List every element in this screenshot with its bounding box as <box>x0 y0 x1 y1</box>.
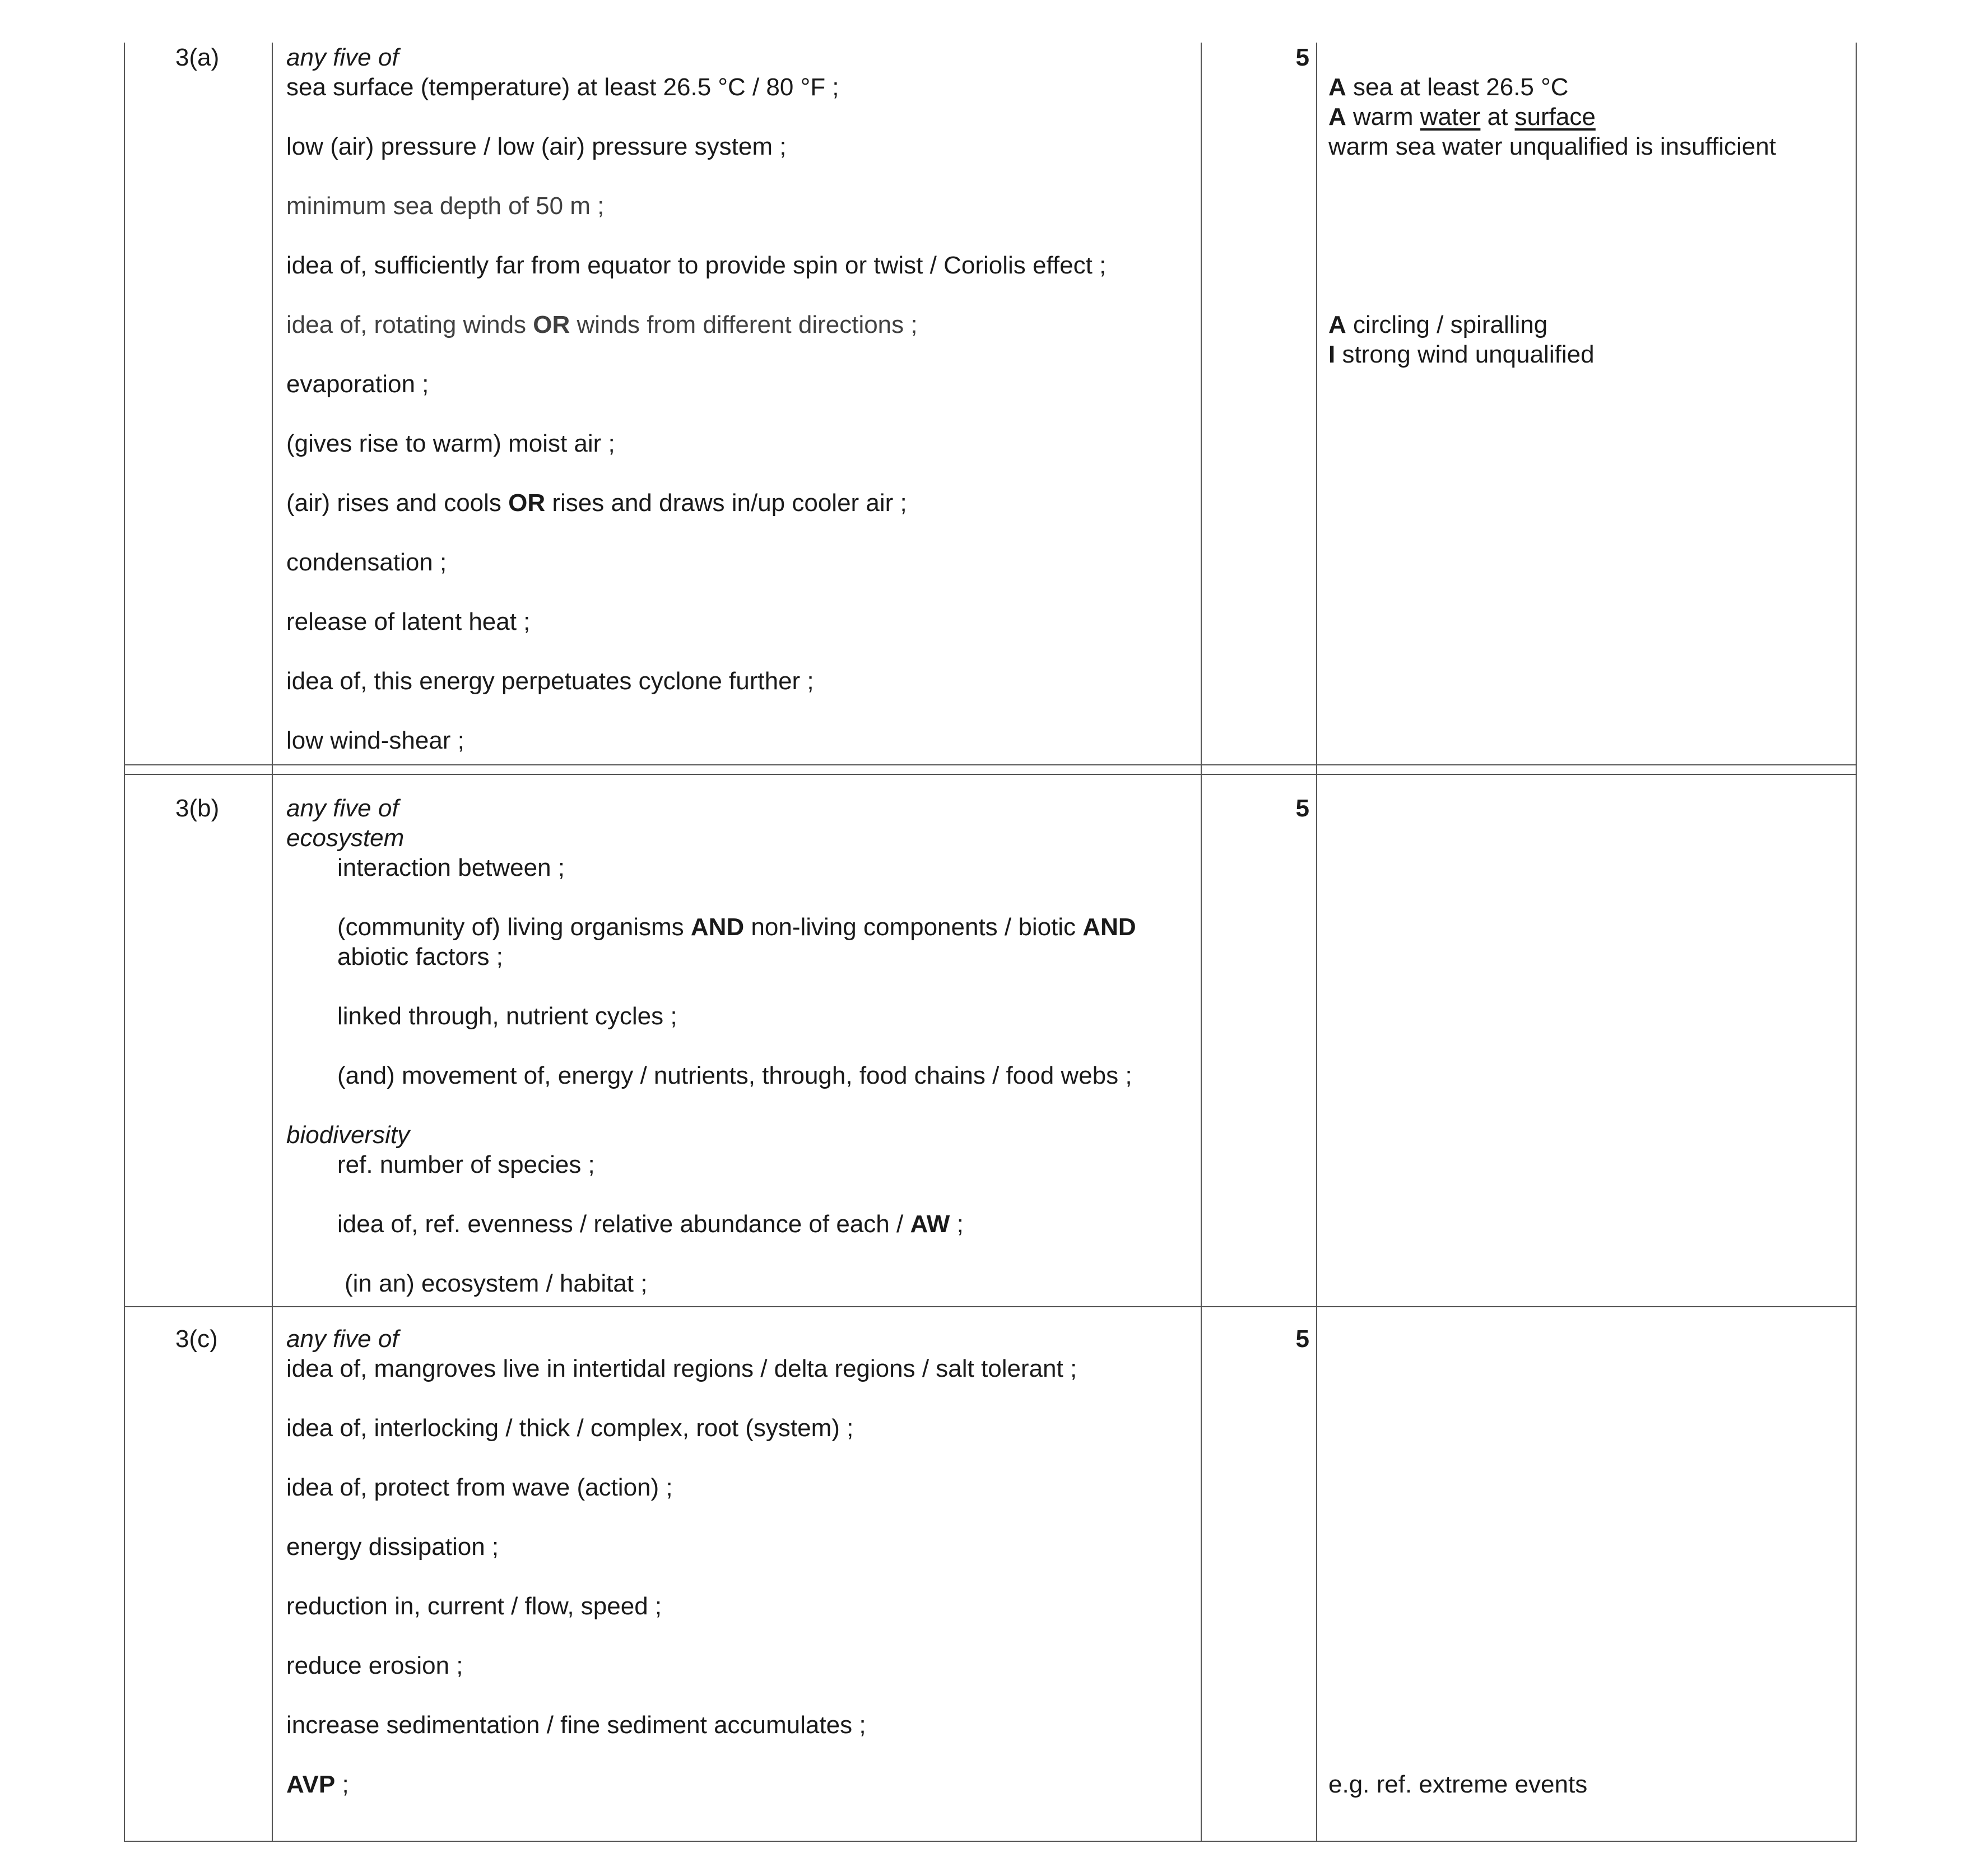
answer-lead <box>286 793 399 823</box>
answer-line: linked through, nutrient cycles ; <box>337 1002 677 1030</box>
answer-line: idea of, this energy perpetuates cyclone further ; <box>286 667 814 695</box>
column-divider-marks <box>1316 43 1317 1842</box>
answer-line: (and) movement of, energy / nutrients, through, food chains / food webs ; <box>337 1062 1132 1089</box>
guidance-code: A <box>1328 103 1346 131</box>
answer-keyword: AND <box>690 913 745 941</box>
answer-line: low (air) pressure / low (air) pressure system ; <box>286 133 787 160</box>
answer-keyword: OR <box>533 311 570 338</box>
answer-line: idea of, sufficiently far from equator to provide spin or twist / Coriolis effect ; <box>286 252 1107 279</box>
column-divider-answer <box>1201 43 1202 1842</box>
guidance-code: I <box>1328 341 1336 368</box>
answer-text: idea of, ref. evenness / relative abundance of each / <box>337 1210 910 1238</box>
guidance-text: circling / spiralling <box>1346 311 1548 338</box>
table-border-bottom <box>124 1841 1857 1842</box>
answer-text: rises and draws in/up cooler air ; <box>545 489 907 517</box>
answer-line: low wind-shear ; <box>286 727 464 754</box>
answer-line <box>286 1770 349 1799</box>
guidance-line: e.g. ref. extreme events <box>1328 1771 1588 1798</box>
subheading-ecosystem <box>286 823 404 853</box>
guidance-line <box>1328 310 1547 340</box>
marks-cell <box>1201 43 1309 72</box>
subheading-text: biodiversity <box>286 1121 410 1149</box>
marks-cell <box>1201 793 1309 823</box>
guidance-text: at <box>1480 103 1515 131</box>
answer-line: idea of, mangroves live in intertidal regions / delta regions / salt tolerant ; <box>286 1355 1077 1382</box>
guidance-underlined: water <box>1420 103 1481 131</box>
table-border-right <box>1856 43 1857 1842</box>
answer-text: idea of, rotating winds <box>286 311 533 338</box>
answer-line: sea surface (temperature) at least 26.5 °C / 80 °F ; <box>286 73 839 101</box>
marks-value: 5 <box>1295 1325 1309 1353</box>
guidance-text: warm <box>1346 103 1420 131</box>
answer-line: idea of, protect from wave (action) ; <box>286 1474 673 1501</box>
answer-line <box>286 310 918 340</box>
guidance-text: sea at least 26.5 °C <box>1346 73 1569 101</box>
answer-line: reduce erosion ; <box>286 1652 463 1679</box>
answer-lead <box>286 43 399 72</box>
guidance-line <box>1328 102 1596 132</box>
row-divider-a-top <box>124 764 1857 765</box>
answer-lead-text: any five of <box>286 1325 399 1353</box>
answer-lead <box>286 1324 399 1354</box>
guidance-text: strong wind unqualified <box>1335 341 1595 368</box>
marks-cell <box>1201 1324 1309 1354</box>
answer-keyword: AVP <box>286 1771 336 1798</box>
answer-line: condensation ; <box>286 549 447 576</box>
answer-line: (in an) ecosystem / habitat ; <box>345 1270 648 1297</box>
mark-scheme-table <box>124 43 1857 1842</box>
answer-lead-text: any five of <box>286 795 399 822</box>
answer-keyword: AND <box>1082 913 1136 941</box>
answer-text: non-living components / biotic <box>744 913 1083 941</box>
guidance-line: warm sea water unqualified is insufficient <box>1328 133 1776 160</box>
answer-line: reduction in, current / flow, speed ; <box>286 1592 662 1620</box>
marks-value: 5 <box>1295 44 1309 71</box>
answer-text: ; <box>335 1771 349 1798</box>
answer-line: release of latent heat ; <box>286 608 531 635</box>
answer-line: idea of, interlocking / thick / complex, root (system) ; <box>286 1414 854 1442</box>
answer-text: ; <box>950 1210 964 1238</box>
answer-text: (air) rises and cools <box>286 489 509 517</box>
subheading-text: ecosystem <box>286 824 405 852</box>
guidance-code: A <box>1328 73 1346 101</box>
answer-line: interaction between ; <box>337 854 565 881</box>
marks-value: 5 <box>1295 795 1309 822</box>
answer-keyword: AW <box>910 1210 950 1238</box>
answer-keyword: OR <box>508 489 546 517</box>
answer-line: (gives rise to warm) moist air ; <box>286 430 615 457</box>
row-divider-a-bottom <box>124 774 1857 775</box>
column-divider-question <box>272 43 273 1842</box>
answer-line <box>286 488 907 518</box>
answer-line <box>337 1209 964 1239</box>
row-divider-b <box>124 1306 1857 1307</box>
answer-line: abiotic factors ; <box>337 943 503 970</box>
question-number-text: 3(c) <box>175 1325 218 1353</box>
answer-lead-text: any five of <box>286 44 399 71</box>
answer-text: winds from different directions ; <box>570 311 918 338</box>
table-border-left <box>124 43 125 1842</box>
answer-line: energy dissipation ; <box>286 1533 499 1561</box>
answer-line: evaporation ; <box>286 370 429 398</box>
guidance-line <box>1328 72 1569 102</box>
answer-text: (community of) living organisms <box>337 913 691 941</box>
answer-line: minimum sea depth of 50 m ; <box>286 192 605 220</box>
guidance-underlined: surface <box>1514 103 1596 131</box>
guidance-code: A <box>1328 311 1346 338</box>
subheading-biodiversity <box>286 1120 410 1150</box>
question-number-text: 3(a) <box>175 44 220 71</box>
answer-line: ref. number of species ; <box>337 1151 595 1178</box>
question-number-text: 3(b) <box>175 795 220 822</box>
guidance-line <box>1328 340 1595 369</box>
answer-line <box>337 912 1136 942</box>
answer-line: increase sedimentation / fine sediment accumulates ; <box>286 1711 866 1739</box>
